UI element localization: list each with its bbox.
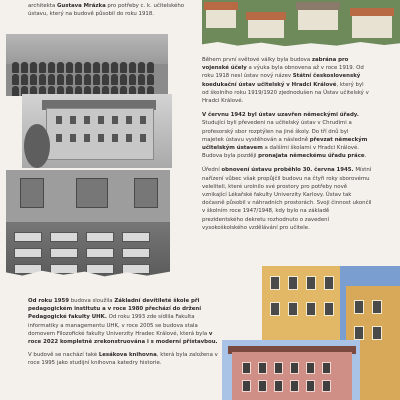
top-left-text <box>28 2 200 19</box>
faculty-building-photo <box>222 340 360 400</box>
paragraph-1945: Úřední obnovení ústavu proběhlo 30. června 1945. Místní nařízení vůbec však propůjčil budovu na čtyři roky sborovému veleliteli, které urolnilo své prostory pro potřeby nově vznikající Lékařské fakulty Univerzity Karlovy. Ústav tak dočasně působil v náhradních prostorách. Svoji činnost ukončil v školním roce 1947/1948, kdy bylo na základě prezidentského dekretu rozhodnuto o zavedení vysokoškolského vzdělávání pro učitele. <box>202 167 372 231</box>
paragraph-war: Během první světové války byla budova zabrána pro vojenské účely a výuka byla obnovena až v roce 1919. Od roku 1918 nesl ústav nový název Státní československý koedukační ústav učitelský v Hradci Králové, který byl od školního roku 1919/1920 zjednodušen na Ústav učitelský v Hradci Králové. <box>202 57 369 105</box>
historical-interior-photo <box>6 170 170 278</box>
paragraph-1959: Od roku 1959 budova sloužila Základní devítileté škole při pedagogickém institutu a v roce 1980 přechází do držení Pedagogické fakulty UHK. Od roku 1993 zde sídlila Fakulta informatiky a managementu UHK, v roce 2005 se budova stala domovem Filozofické fakulty Univerzity Hradec Králové, která byla v roce 2022 kompletně zrekonstruována i s moderní přístavbou. <box>28 298 218 346</box>
aerial-city-photo <box>202 0 400 46</box>
top-line2: ústavu, který na budově působil do roku 1918. <box>28 11 154 18</box>
paragraph-1942: V červnu 1942 byl ústav uzavřen německými úřady. Studující byli převedeni na učitelský ústav v Chrudimi a profesorský sbor rozptýlen na jiné školy. Do tří dnů byl majetek ústavu vystěhován a následně převzat německým učitelským ústavem a dalšími školami v Hradci Králové. Budova byla později pronajata německému úřadu práce. <box>202 112 368 160</box>
architect-name: Gustava Mrázka <box>56 3 106 9</box>
bottom-left-text <box>28 297 218 369</box>
top-line1-before: architekta <box>28 3 57 9</box>
historical-building-photo <box>22 94 172 168</box>
top-line1-after: pro potřeby c. k. učitelského <box>105 3 185 9</box>
right-column-text <box>202 56 372 233</box>
historical-class-photo <box>6 34 168 96</box>
paragraph-library: V budově se nachází také Lesákova knihovna, která byla založena v roce 1995 jako studijní knihovna katedry historie. <box>28 352 218 367</box>
